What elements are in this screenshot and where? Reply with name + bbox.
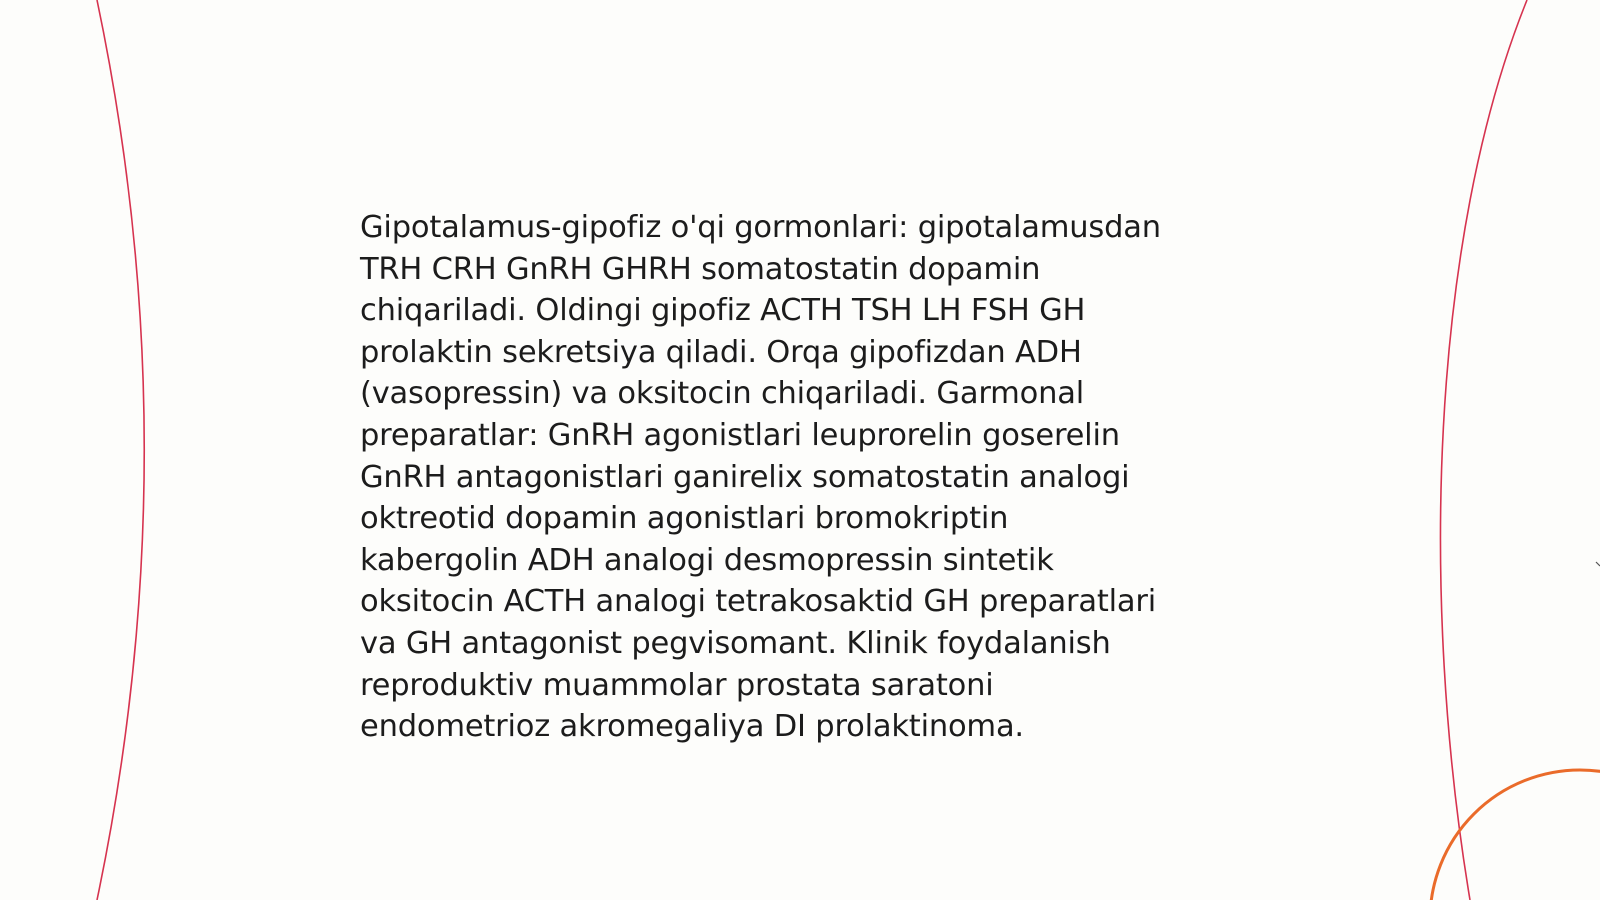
- right-arc-line: [1440, 0, 1527, 900]
- body-line: preparatlar: GnRH agonistlari leuprorelin goserelin: [360, 417, 1120, 453]
- body-line: TRH CRH GnRH GHRH somatostatin dopamin: [360, 251, 1041, 287]
- body-line: prolaktin sekretsiya qiladi. Orqa gipofizdan ADH: [360, 334, 1082, 370]
- body-line: chiqariladi. Oldingi gipofiz ACTH TSH LH FSH GH: [360, 293, 1086, 329]
- body-line: oktreotid dopamin agonistlari bromokriptin: [360, 501, 1009, 537]
- body-line: GnRH antagonistlari ganirelix somatostatin analogi: [360, 459, 1130, 495]
- body-line: (vasopressin) va oksitocin chiqariladi. Garmonal: [360, 376, 1084, 412]
- orange-circle-outline: [1430, 770, 1600, 900]
- slide-body-text: [360, 207, 1240, 748]
- body-line: endometrioz akromegaliya DI prolaktinoma.: [360, 709, 1024, 745]
- body-line: reproduktiv muammolar prostata saratoni: [360, 667, 994, 703]
- body-line: oksitocin ACTH analogi tetrakosaktid GH preparatlari: [360, 584, 1156, 620]
- body-line: kabergolin ADH analogi desmopressin sintetik: [360, 542, 1054, 578]
- left-arc-line: [97, 0, 144, 900]
- body-line: va GH antagonist pegvisomant. Klinik foydalanish: [360, 625, 1111, 661]
- body-line: Gipotalamus-gipofiz o'qi gormonlari: gipotalamusdan: [360, 210, 1161, 245]
- right-edge-tick: [1596, 562, 1600, 566]
